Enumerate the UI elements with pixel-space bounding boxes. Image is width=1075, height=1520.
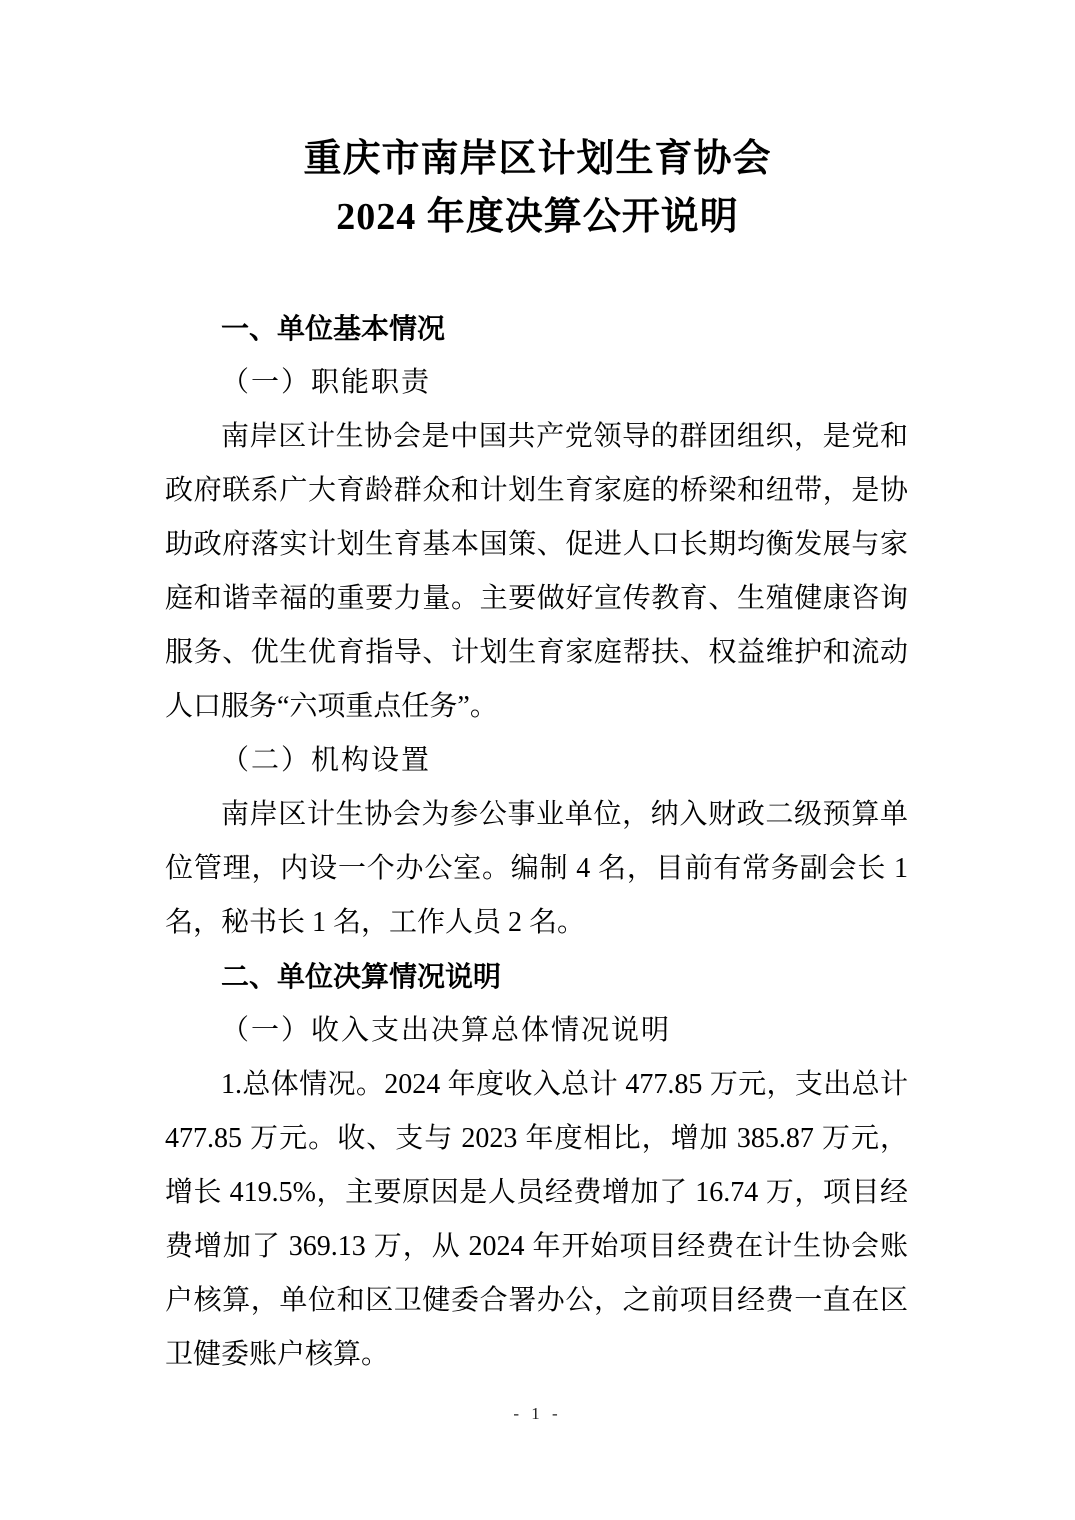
section-1-subsection-1-heading: （一）职能职责 bbox=[221, 367, 432, 398]
document-title-line2: 2024 年度决算公开说明 bbox=[336, 196, 739, 238]
section-1-subsection-1-paragraph: 南岸区计生协会是中国共产党领导的群团组织，是党和政府联系广大育龄群众和计划生育家庭的桥梁和纽带，是协助政府落实计划生育基本国策、促进人口长期均衡发展与家庭和谐幸福的重要力量。主要做好宣传教育、生殖健康咨询服务、优生优育指导、计划生育家庭帮扶、权益维护和流动人口服务“六项重点任务”。 bbox=[165, 421, 908, 722]
section-1-subsection-2-paragraph: 南岸区计生协会为参公事业单位，纳入财政二级预算单位管理，内设一个办公室。编制 4 名，目前有常务副会长 1 名，秘书长 1 名，工作人员 2 名。 bbox=[165, 799, 908, 938]
section-2-subsection-1-heading: （一）收入支出决算总体情况说明 bbox=[221, 1015, 672, 1046]
document-title-line1: 重庆市南岸区计划生育协会 bbox=[303, 138, 772, 180]
document-body bbox=[165, 302, 908, 1382]
section-2-heading: 二、单位决算情况说明 bbox=[221, 961, 502, 992]
section-1-heading: 一、单位基本情况 bbox=[221, 313, 446, 344]
document-title-block bbox=[0, 0, 1075, 246]
page-number: - 1 - bbox=[513, 1404, 562, 1423]
section-1-subsection-2-heading: （二）机构设置 bbox=[221, 745, 432, 776]
section-2-subsection-1-paragraph: 1.总体情况。2024 年度收入总计 477.85 万元，支出总计 477.85 万元。收、支与 2023 年度相比，增加 385.87 万元，增长 419.5%，主要原因是人员经费增加了 16.74 万，项目经费增加了 369.13 万，从 2024 年开始项目经费在计生协会账户核算，单位和区卫健委合署办公，之前项目经费一直在区卫健委账户核算。 bbox=[165, 1069, 908, 1370]
